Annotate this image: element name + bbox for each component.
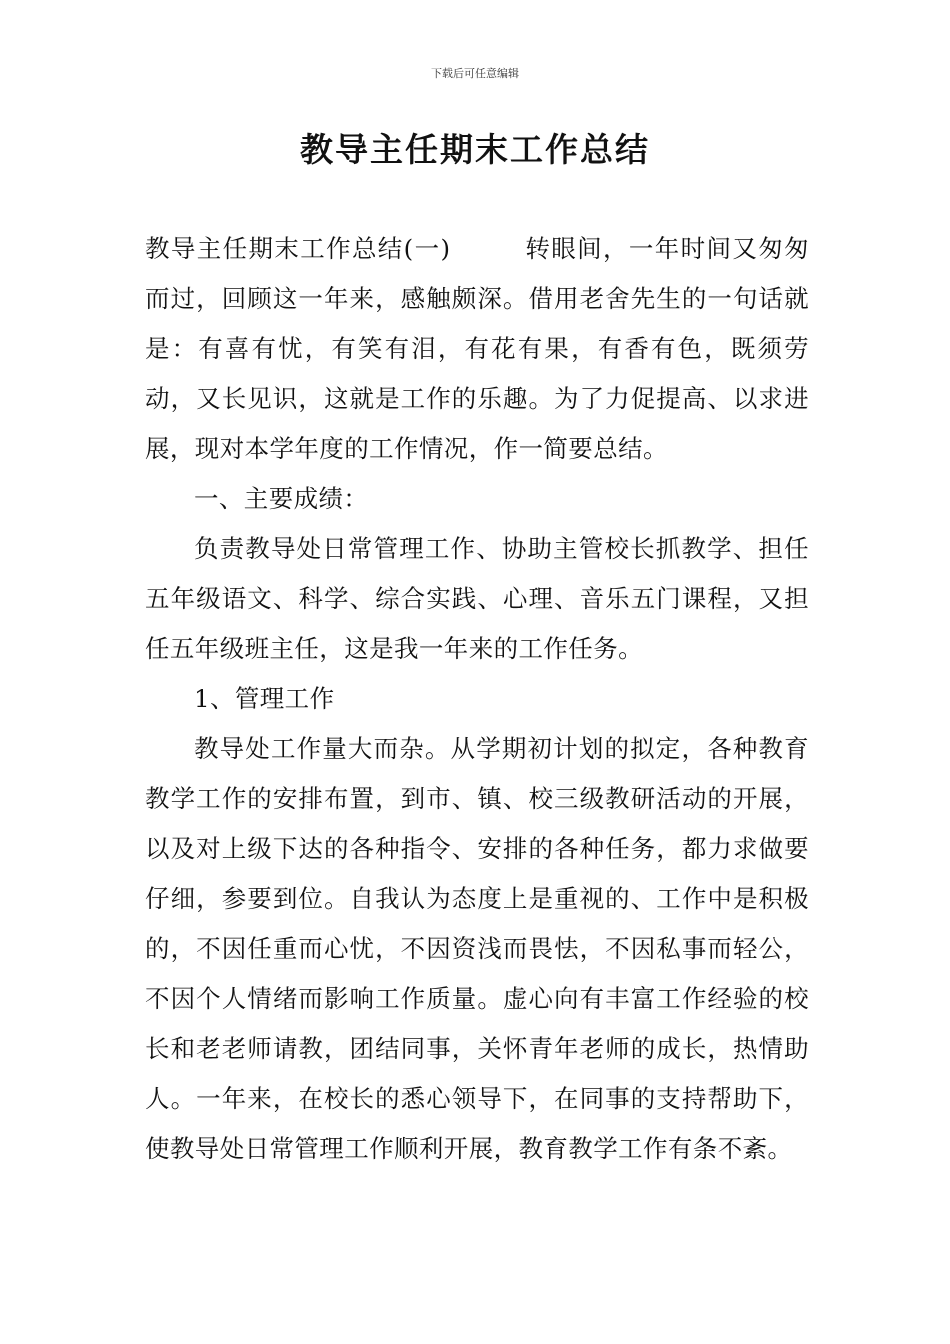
intro-text: 转眼间，一年时间又匆匆而过，回顾这一年来，感触颇深。借用老舍先生的一句话就是：有喜有忧，有笑有泪，有花有果，有香有色，既须劳动，又长见识，这就是工作的乐趣。为了力促提高、以求进展，现对本学年度的工作情况，作一简要总结。 (145, 234, 809, 463)
subsection1-heading: 1、管理工作 (194, 684, 335, 713)
section1-paragraph: 负责教导处日常管理工作、协助主管校长抓教学、担任五年级语文、科学、综合实践、心理、音乐五门课程，又担任五年级班主任，这是我一年来的工作任务。 (145, 534, 809, 663)
header-note: 下载后可任意编辑 (431, 67, 519, 80)
intro-heading: 教导主任期末工作总结(一) (145, 234, 451, 263)
subsection1-paragraph: 教导处工作量大而杂。从学期初计划的拟定，各种教育教学工作的安排布置，到市、镇、校三级教研活动的开展，以及对上级下达的各种指令、安排的各种任务，都力求做要仔细，参要到位。自我认为态度上是重视的、工作中是积极的，不因任重而心忧，不因资浅而畏怯，不因私事而轻公，不因个人情绪而影响工作质量。虚心向有丰富工作经验的校长和老老师请教，团结同事，关怀青年老师的成长，热情助人。一年来，在校长的悉心领导下，在同事的支持帮助下，使教导处日常管理工作顺利开展，教育教学工作有条不紊。 (145, 734, 809, 1163)
intro-paragraph (145, 224, 809, 474)
document-body (145, 224, 809, 1174)
document-title: 教导主任期末工作总结 (300, 130, 650, 169)
section1-heading: 一、主要成绩： (194, 484, 369, 513)
